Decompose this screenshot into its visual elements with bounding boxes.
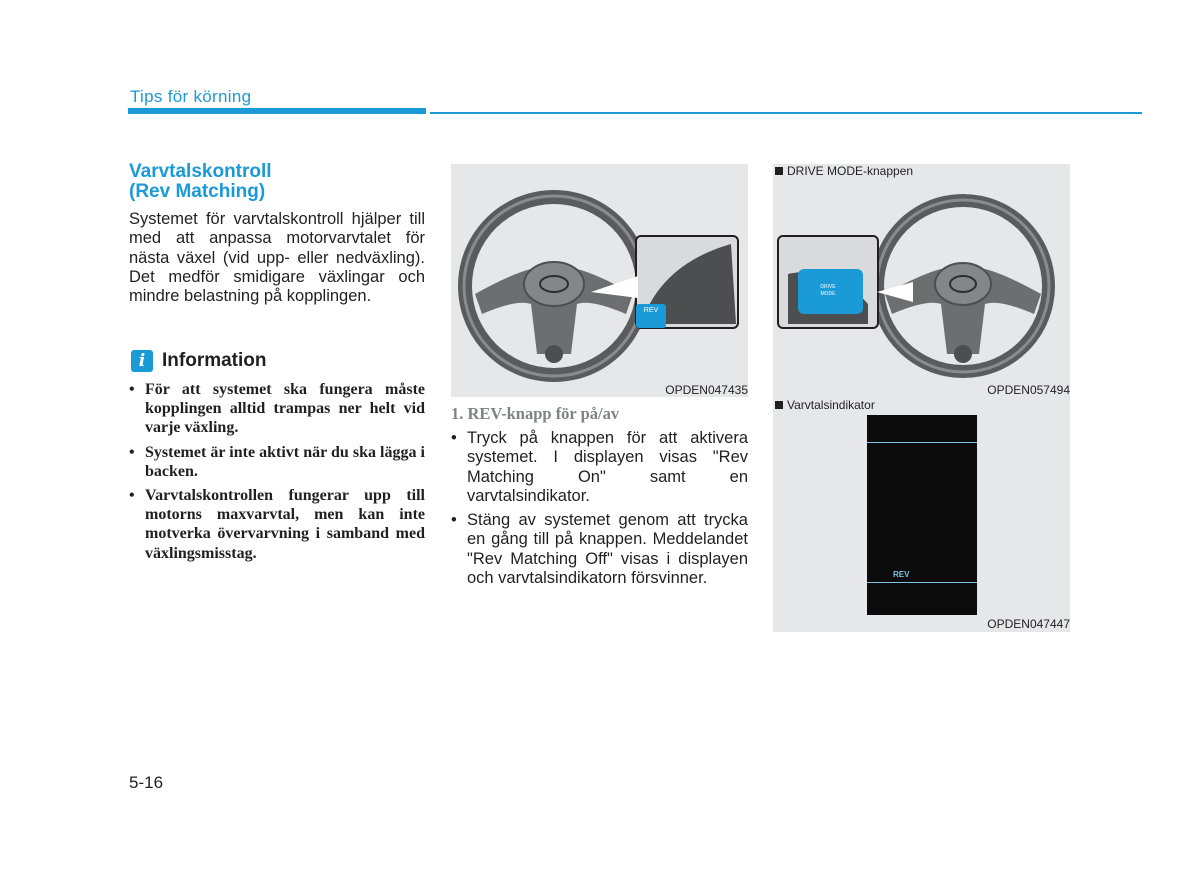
step-item: • Stäng av systemet genom att trycka en gång till på knappen. Meddelandet "Rev Matching Off" visas i displayen och varvtalsindikatorn försvinner.: [451, 511, 748, 588]
header-bar: [128, 108, 426, 114]
steering-wheel-illustration: [451, 164, 748, 397]
display-divider: [867, 582, 977, 583]
info-icon: i: [131, 350, 153, 372]
figure-code: OPDEN057494: [987, 383, 1070, 397]
rev-indicator-label: REV: [893, 570, 910, 579]
cluster-display: [867, 415, 977, 615]
figure-caption: [775, 398, 875, 412]
section-heading-line2: (Rev Matching): [129, 181, 266, 202]
steering-wheel-illustration: [773, 164, 1070, 397]
info-item: • Varvtalskontrollen fungerar upp till motorns maxvarvtal, men kan inte motverka övervarvning i samband med växlingsmisstag.: [129, 486, 425, 563]
info-item: • Systemet är inte aktivt när du ska lägga i backen.: [129, 443, 425, 481]
figure-caption-text: DRIVE MODE-knappen: [787, 164, 914, 178]
square-bullet-icon: [775, 401, 783, 409]
display-divider: [867, 442, 977, 443]
header-rule: [430, 112, 1142, 114]
step-item: • Tryck på knappen för att aktivera systemet. I displayen visas "Rev Matching On" samt en varvtalsindikator.: [451, 429, 748, 506]
info-list: [129, 380, 425, 568]
drive-mode-label-line2: MODE: [820, 291, 836, 297]
section-heading-line1: Varvtalskontroll: [129, 161, 272, 182]
page-number: 5-16: [129, 773, 164, 792]
intro-paragraph: Systemet för varvtalskontroll hjälper till med att anpassa motorvarvtalet för nästa växel (vid upp- eller nedväxling). Det medför smidigare växlingar och mindre belastning på kopplingen.: [129, 210, 425, 306]
figure-caption: [775, 164, 913, 178]
figure-rev-button: [451, 164, 748, 397]
rev-button-label: REV: [643, 307, 659, 314]
figure-drive-mode: [773, 164, 1070, 397]
step-list: [451, 429, 748, 593]
figure-code: OPDEN047447: [987, 617, 1070, 631]
section-title: Tips för körning: [130, 87, 252, 106]
info-item: • För att systemet ska fungera måste kopplingen alltid trampas ner helt vid varje växling.: [129, 380, 425, 438]
figure-caption-text: Varvtalsindikator: [787, 398, 875, 412]
step-heading: 1. REV-knapp för på/av: [451, 404, 620, 423]
section-heading: [129, 162, 429, 202]
square-bullet-icon: [775, 167, 783, 175]
figure-code: OPDEN047435: [665, 383, 748, 397]
info-heading: Information: [162, 350, 267, 371]
drive-mode-label-line1: DRIVE: [820, 284, 836, 290]
